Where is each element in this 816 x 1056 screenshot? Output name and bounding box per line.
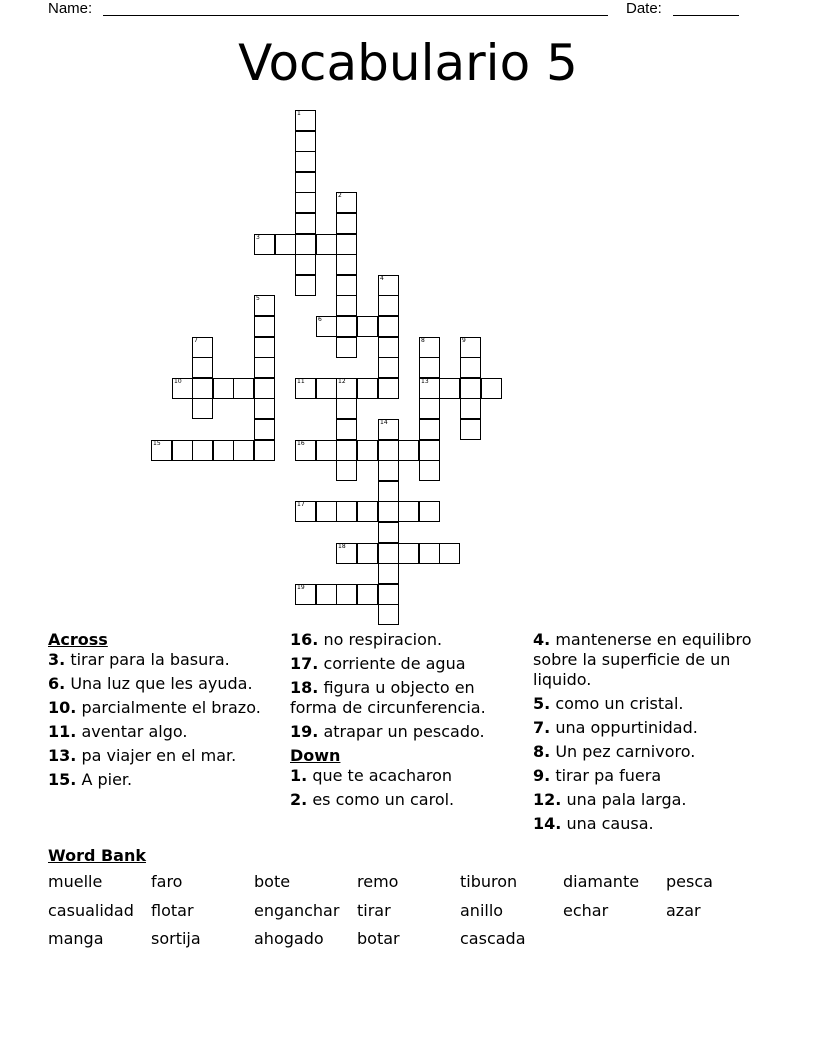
grid-cell[interactable] [151, 440, 172, 461]
word-bank-item: cascada [460, 929, 526, 948]
grid-cell[interactable] [316, 584, 337, 605]
grid-cell[interactable] [316, 316, 337, 337]
grid-cell[interactable] [336, 398, 357, 419]
word-bank-item: casualidad [48, 901, 134, 920]
cell-number: 8 [421, 337, 425, 344]
grid-cell[interactable] [295, 440, 316, 461]
name-label: Name: [48, 0, 93, 17]
clue-number: 18. [290, 678, 319, 697]
clue-text: como un cristal. [555, 694, 684, 713]
cell-number: 12 [338, 378, 346, 385]
word-bank-item: manga [48, 929, 104, 948]
page-title: Vocabulario 5 [238, 34, 578, 92]
grid-cell[interactable] [419, 440, 440, 461]
clue-number: 2. [290, 790, 308, 809]
grid-cell[interactable] [378, 275, 399, 296]
grid-cell[interactable] [357, 378, 378, 399]
word-bank-item: tiburon [460, 872, 518, 891]
grid-cell[interactable] [378, 543, 399, 564]
clue-number: 11. [48, 722, 77, 741]
grid-cell[interactable] [378, 522, 399, 543]
grid-cell[interactable] [213, 440, 234, 461]
grid-cell[interactable] [254, 440, 275, 461]
grid-cell[interactable] [316, 234, 337, 255]
clue-text: Un pez carnivoro. [555, 742, 696, 761]
grid-cell[interactable] [192, 357, 213, 378]
cell-number: 2 [338, 192, 342, 199]
grid-cell[interactable] [295, 254, 316, 275]
clue-number: 6. [48, 674, 66, 693]
clue-item [290, 790, 522, 810]
cell-number: 11 [297, 378, 305, 385]
word-bank-item: muelle [48, 872, 103, 891]
clue-number: 5. [533, 694, 551, 713]
word-bank-item: enganchar [254, 901, 340, 920]
clue-item [48, 722, 273, 742]
cell-number: 15 [153, 440, 161, 447]
grid-cell[interactable] [295, 151, 316, 172]
grid-cell[interactable] [192, 337, 213, 358]
grid-cell[interactable] [419, 357, 440, 378]
grid-cell[interactable] [378, 460, 399, 481]
cell-number: 7 [194, 337, 198, 344]
grid-cell[interactable] [336, 234, 357, 255]
clue-number: 16. [290, 630, 319, 649]
grid-cell[interactable] [481, 378, 502, 399]
grid-cell[interactable] [254, 295, 275, 316]
clues-column-3 [533, 630, 763, 838]
grid-cell[interactable] [254, 398, 275, 419]
clue-number: 19. [290, 722, 319, 741]
clue-number: 7. [533, 718, 551, 737]
clue-text: mantenerse en equilibro sobre la superficie de un liquido. [533, 630, 752, 689]
cell-number: 14 [380, 419, 388, 426]
grid-cell[interactable] [336, 337, 357, 358]
clue-text: figura u objecto en forma de circunferencia. [290, 678, 486, 717]
clue-item [48, 746, 273, 766]
grid-cell[interactable] [336, 543, 357, 564]
grid-cell[interactable] [398, 501, 419, 522]
grid-cell[interactable] [336, 316, 357, 337]
word-bank-item: sortija [151, 929, 201, 948]
grid-cell[interactable] [254, 337, 275, 358]
grid-cell[interactable] [336, 192, 357, 213]
clue-number: 1. [290, 766, 308, 785]
clue-text: una causa. [566, 814, 654, 833]
grid-cell[interactable] [378, 584, 399, 605]
clue-text: no respiracion. [323, 630, 443, 649]
cell-number: 17 [297, 501, 305, 508]
grid-cell[interactable] [378, 295, 399, 316]
clue-number: 4. [533, 630, 551, 649]
grid-cell[interactable] [336, 275, 357, 296]
clue-item [48, 650, 273, 670]
word-bank-item: diamante [563, 872, 640, 891]
clue-number: 17. [290, 654, 319, 673]
grid-cell[interactable] [295, 378, 316, 399]
word-bank-item: botar [357, 929, 400, 948]
grid-cell[interactable] [192, 398, 213, 419]
clues-heading: Across [48, 630, 108, 649]
grid-cell[interactable] [254, 419, 275, 440]
grid-cell[interactable] [295, 131, 316, 152]
clue-item [533, 790, 763, 810]
cell-number: 19 [297, 584, 305, 591]
grid-cell[interactable] [378, 419, 399, 440]
word-bank-item: flotar [151, 901, 194, 920]
clue-text: es como un carol. [312, 790, 455, 809]
grid-cell[interactable] [295, 234, 316, 255]
grid-cell[interactable] [316, 378, 337, 399]
grid-cell[interactable] [172, 378, 193, 399]
grid-cell[interactable] [460, 398, 481, 419]
grid-cell[interactable] [295, 110, 316, 131]
grid-cell[interactable] [378, 378, 399, 399]
clues-column-1 [48, 630, 273, 794]
grid-cell[interactable] [398, 543, 419, 564]
grid-cell[interactable] [378, 501, 399, 522]
grid-cell[interactable] [295, 275, 316, 296]
word-bank-item: tirar [357, 901, 391, 920]
grid-cell[interactable] [254, 234, 275, 255]
word-bank-title: Word Bank [48, 846, 147, 865]
grid-cell[interactable] [192, 378, 213, 399]
clue-text: Una luz que les ayuda. [70, 674, 253, 693]
cell-number: 10 [174, 378, 182, 385]
grid-cell[interactable] [398, 440, 419, 461]
grid-cell[interactable] [192, 440, 213, 461]
grid-cell[interactable] [378, 563, 399, 584]
word-bank-item: remo [357, 872, 399, 891]
clue-text: que te acacharon [312, 766, 453, 785]
cell-number: 5 [256, 295, 260, 302]
clue-number: 10. [48, 698, 77, 717]
cell-number: 1 [297, 110, 301, 117]
clue-text: aventar algo. [81, 722, 188, 741]
grid-cell[interactable] [275, 234, 296, 255]
word-bank-item: ahogado [254, 929, 324, 948]
grid-cell[interactable] [378, 604, 399, 625]
grid-cell[interactable] [295, 213, 316, 234]
grid-cell[interactable] [336, 419, 357, 440]
clue-item [533, 766, 763, 786]
clue-item [533, 718, 763, 738]
clue-item [290, 630, 522, 650]
grid-cell[interactable] [378, 440, 399, 461]
clue-item [533, 694, 763, 714]
clue-number: 8. [533, 742, 551, 761]
grid-cell[interactable] [439, 543, 460, 564]
word-bank-item: azar [666, 901, 701, 920]
grid-cell[interactable] [378, 337, 399, 358]
word-bank-item: pesca [666, 872, 713, 891]
clue-item [48, 770, 273, 790]
clue-text: tirar pa fuera [555, 766, 662, 785]
clue-text: A pier. [81, 770, 133, 789]
word-bank-item: anillo [460, 901, 504, 920]
grid-cell[interactable] [295, 192, 316, 213]
clue-number: 3. [48, 650, 66, 669]
clue-item [290, 678, 522, 718]
grid-cell[interactable] [378, 481, 399, 502]
clues-column-2 [290, 630, 522, 814]
grid-cell[interactable] [336, 440, 357, 461]
clue-item [290, 654, 522, 674]
grid-cell[interactable] [460, 337, 481, 358]
clue-text: una oppurtinidad. [555, 718, 698, 737]
grid-cell[interactable] [419, 337, 440, 358]
grid-cell[interactable] [336, 295, 357, 316]
grid-cell[interactable] [460, 378, 481, 399]
word-bank-item: bote [254, 872, 291, 891]
grid-cell[interactable] [378, 316, 399, 337]
cell-number: 4 [380, 275, 384, 282]
clue-number: 13. [48, 746, 77, 765]
cell-number: 13 [421, 378, 429, 385]
grid-cell[interactable] [419, 419, 440, 440]
grid-cell[interactable] [254, 316, 275, 337]
clues-heading: Down [290, 746, 341, 765]
grid-cell[interactable] [419, 398, 440, 419]
clue-text: una pala larga. [566, 790, 687, 809]
grid-cell[interactable] [419, 378, 440, 399]
grid-cell[interactable] [336, 584, 357, 605]
grid-cell[interactable] [357, 584, 378, 605]
grid-cell[interactable] [357, 440, 378, 461]
grid-cell[interactable] [336, 501, 357, 522]
word-bank-item: faro [151, 872, 183, 891]
date-label: Date: [626, 0, 662, 17]
grid-cell[interactable] [233, 440, 254, 461]
clue-text: atrapar un pescado. [323, 722, 485, 741]
cell-number: 16 [297, 440, 305, 447]
grid-cell[interactable] [254, 378, 275, 399]
grid-cell[interactable] [172, 440, 193, 461]
grid-cell[interactable] [357, 501, 378, 522]
clue-text: pa viajer en el mar. [81, 746, 237, 765]
grid-cell[interactable] [419, 543, 440, 564]
grid-cell[interactable] [336, 460, 357, 481]
grid-cell[interactable] [419, 460, 440, 481]
grid-cell[interactable] [378, 357, 399, 378]
grid-cell[interactable] [419, 501, 440, 522]
grid-cell[interactable] [213, 378, 234, 399]
grid-cell[interactable] [336, 378, 357, 399]
clue-text: parcialmente el brazo. [81, 698, 261, 717]
grid-cell[interactable] [460, 419, 481, 440]
clue-item [48, 698, 273, 718]
grid-cell[interactable] [233, 378, 254, 399]
clue-item [533, 742, 763, 762]
cell-number: 9 [462, 337, 466, 344]
clue-item [290, 722, 522, 742]
cell-number: 6 [318, 316, 322, 323]
grid-cell[interactable] [295, 172, 316, 193]
clue-item [533, 814, 763, 834]
clue-number: 12. [533, 790, 562, 809]
grid-cell[interactable] [316, 501, 337, 522]
clue-text: tirar para la basura. [70, 650, 230, 669]
grid-cell[interactable] [460, 357, 481, 378]
grid-cell[interactable] [316, 440, 337, 461]
grid-cell[interactable] [357, 543, 378, 564]
grid-cell[interactable] [357, 316, 378, 337]
grid-cell[interactable] [439, 378, 460, 399]
clue-item [48, 674, 273, 694]
grid-cell[interactable] [336, 213, 357, 234]
clue-number: 15. [48, 770, 77, 789]
clue-number: 14. [533, 814, 562, 833]
word-bank-item: echar [563, 901, 609, 920]
clue-item [533, 630, 763, 690]
grid-cell[interactable] [295, 584, 316, 605]
clue-number: 9. [533, 766, 551, 785]
clue-item [290, 766, 522, 786]
grid-cell[interactable] [336, 254, 357, 275]
grid-cell[interactable] [295, 501, 316, 522]
cell-number: 3 [256, 234, 260, 241]
cell-number: 18 [338, 543, 346, 550]
clue-text: corriente de agua [323, 654, 466, 673]
grid-cell[interactable] [254, 357, 275, 378]
